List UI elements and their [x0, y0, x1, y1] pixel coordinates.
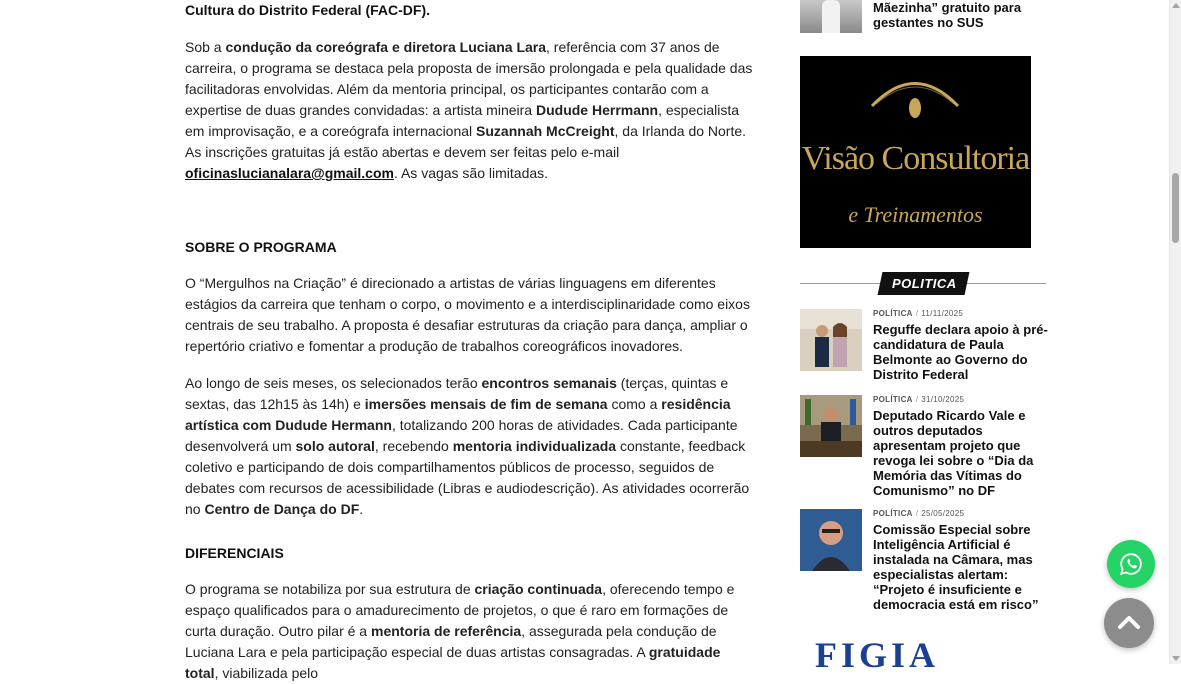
news-item[interactable] — [800, 395, 1050, 505]
news-title[interactable]: Deputado Ricardo Vale e outros deputados apresentam projeto que revoga lei sobre o “Dia da Memória das Vítimas do Comunismo” no DF — [873, 408, 1034, 498]
article-paragraph-4: O programa se notabiliza por sua estrutura de criação continuada, oferecendo tempo e espaço qualificados para o amadurecimento de projetos, o que é raro em formações de curta duração. Outro pilar é a mentoria de referência, assegurada pela condução de Luciana Lara e pela participação especial de duas artistas consagradas. A gratuidade total, viabilizada pelo — [185, 581, 735, 681]
section-heading-sobre: SOBRE O PROGRAMA — [185, 239, 337, 255]
ad-title: Visão Consultoria — [801, 140, 1030, 177]
news-meta: POLÍTICA / 25/05/2025 — [873, 509, 965, 518]
scroll-down-arrow-icon[interactable] — [1172, 656, 1180, 661]
sidebar-logo-partial[interactable]: FIGIA — [815, 635, 940, 675]
scroll-up-arrow-icon[interactable] — [1172, 3, 1180, 8]
news-meta: POLÍTICA / 31/10/2025 — [873, 395, 965, 404]
scrollbar-thumb[interactable] — [1172, 173, 1179, 243]
news-title[interactable]: Reguffe declara apoio à pré-candidatura de Paula Belmonte ao Governo do Distrito Federal — [873, 322, 1048, 382]
news-thumbnail[interactable] — [800, 309, 862, 371]
article-paragraph-2: O “Mergulhos na Criação” é direcionado a artistas de várias linguagens em diferentes estágios da carreira que tenham o corpo, o movimento e a interdisciplinaridade como eixos centrais de seu trabalho. A proposta é desafiar estruturas da criação para dança, ampliar o repertório criativo e fomentar a produção de trabalhos coreográficos inovadores. — [185, 275, 750, 354]
page-scrollbar[interactable] — [1169, 0, 1181, 664]
news-title-link[interactable]: Mãezinha” gratuito para gestantes no SUS — [873, 0, 1022, 30]
news-item[interactable] — [800, 309, 1050, 389]
news-thumbnail[interactable] — [800, 395, 862, 457]
article-paragraph-1: Sob a condução da coreógrafa e diretora Luciana Lara, referência com 37 anos de carreira, o programa se destaca pela proposta de imersão prolongada e pela qualidade das facilitadoras envolvidas. Além da mentoria principal, os participantes contarão com a expertise de duas grandes convidadas: a artista mineira Dudude Herrmann, especialista em improvisação, e a coreógrafa internacional Suzannah McCreight, da Irlanda do Norte. As inscrições gratuitas já estão abertas e devem ser feitas pelo e-mail oficinaslucianalara@gmail.com. As vagas são limitadas. — [185, 39, 753, 181]
news-thumbnail[interactable] — [800, 509, 862, 571]
back-to-top-button[interactable] — [1104, 598, 1154, 648]
ad-banner-visao-consultoria[interactable] — [800, 56, 1031, 248]
email-link[interactable]: oficinaslucianalara@gmail.com — [185, 165, 394, 181]
whatsapp-button[interactable] — [1107, 540, 1155, 588]
whatsapp-icon — [1119, 552, 1143, 576]
section-heading-diferenciais: DIFERENCIAIS — [185, 545, 284, 561]
news-thumbnail[interactable] — [800, 0, 862, 33]
chevron-up-icon — [1116, 610, 1142, 636]
news-item[interactable] — [800, 509, 1050, 619]
article-fragment-top: Cultura do Distrito Federal (FAC-DF). — [185, 2, 430, 18]
news-title[interactable]: Comissão Especial sobre Inteligência Artificial é instalada na Câmara, mas especialistas alertam: “Projeto é insuficiente e democracia está em risco” — [873, 522, 1039, 612]
news-meta: POLÍTICA / 11/11/2025 — [873, 309, 964, 318]
article-paragraph-3: Ao longo de seis meses, os selecionados terão encontros semanais (terças, quintas e sextas, das 12h15 às 14h) e imersões mensais de fim de semana como a residência artística com Dudude Hermann, totalizando 200 horas de atividades. Cada participante desenvolverá um solo autoral, recebendo mentoria individualizada constante, feedback coletivo e participando de dois compartilhamentos públicos de processo, seguidos de debates com recursos de acessibilidade (Libras e audiodescrição). As atividades ocorrerão no Centro de Dança do DF. — [185, 375, 750, 517]
ad-subtitle: e Treinamentos — [848, 202, 983, 227]
section-label-politica[interactable]: POLITICA — [878, 272, 970, 295]
